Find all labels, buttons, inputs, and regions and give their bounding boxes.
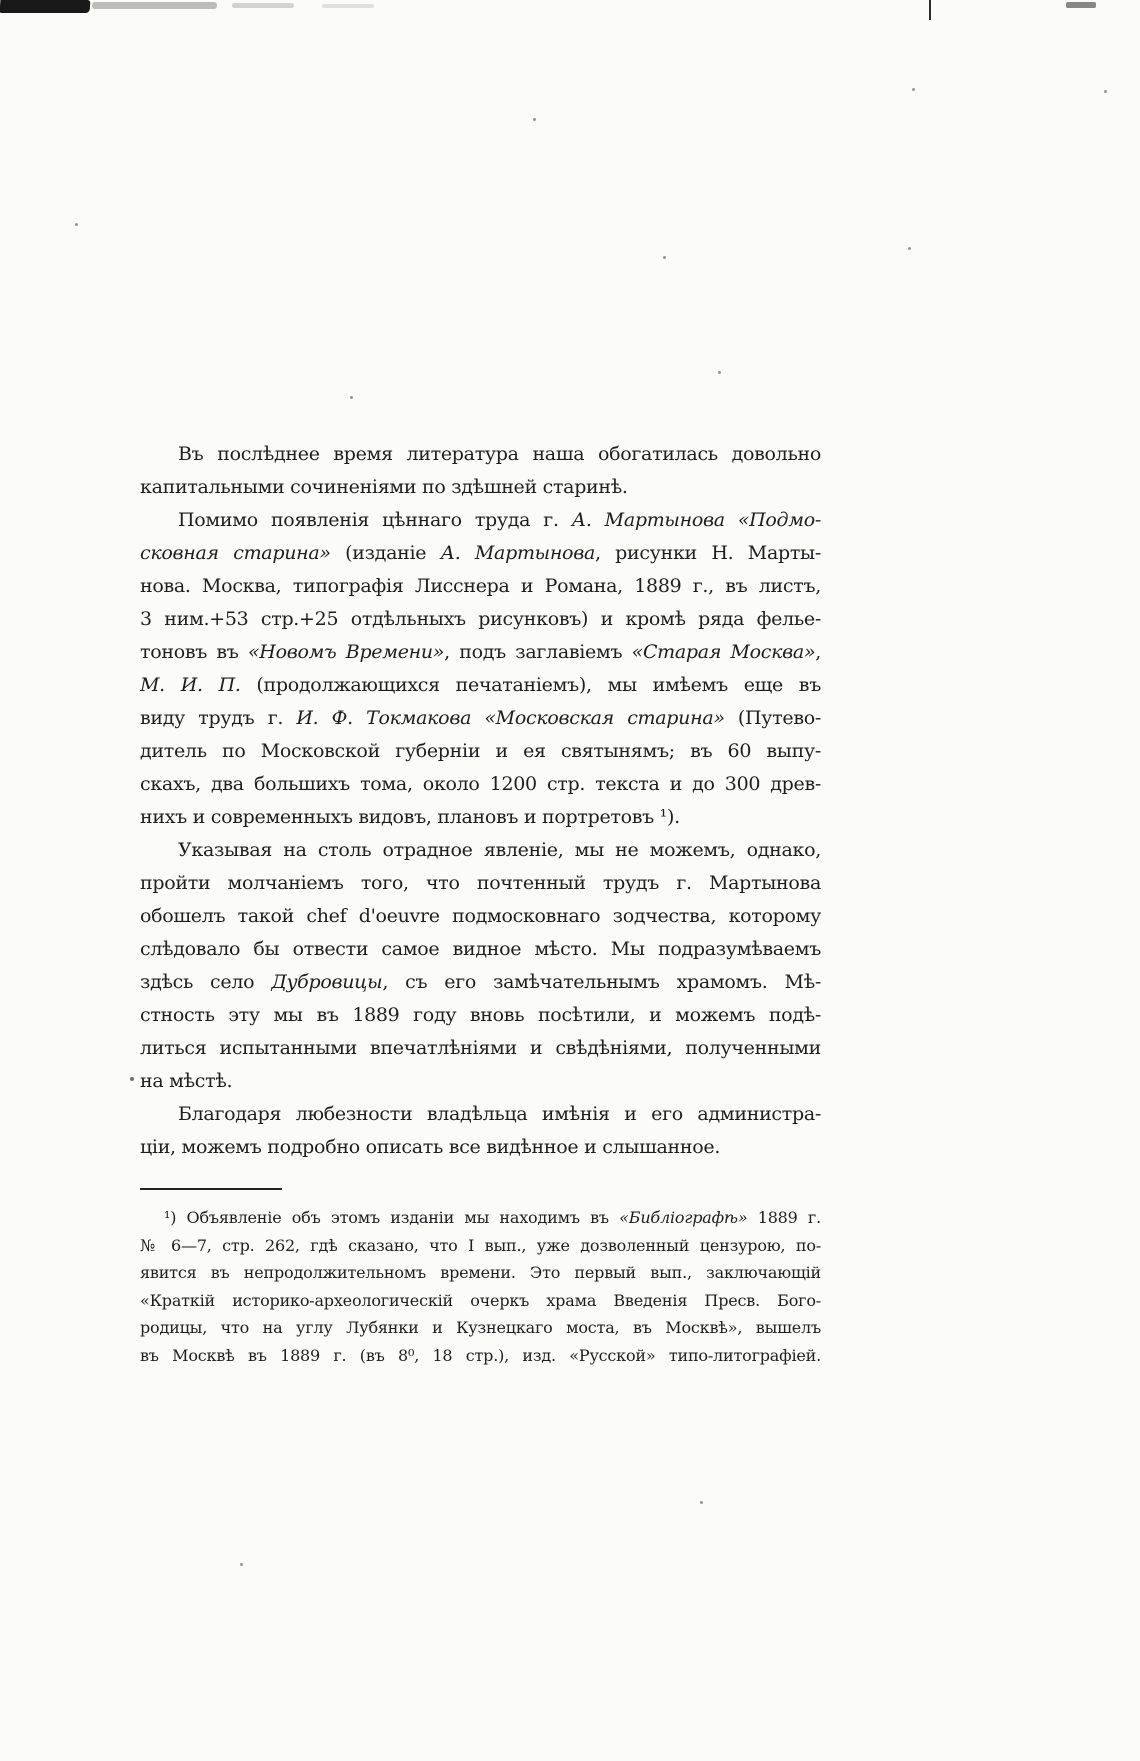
text-segment: пройти молчаніемъ того, что почтенный трудъ г. Мартынова: [140, 872, 821, 894]
text-segment: «Краткій историко-археологическій очеркъ храма Введенія Пресв. Бого-: [140, 1290, 821, 1310]
text-line: [140, 537, 821, 570]
italic-text-segment: А. Мартынова «Подмо-: [571, 509, 821, 531]
text-segment: литься испытанными впечатлѣніями и свѣдѣніями, полученными: [140, 1037, 821, 1059]
scan-speck: [912, 88, 915, 91]
text-segment: Благодаря любезности владѣльца имѣнія и его администра-: [178, 1103, 821, 1125]
text-segment: стность эту мы въ 1889 году вновь посѣтили, и можемъ подѣ-: [140, 1004, 821, 1026]
scan-speck: [1104, 90, 1107, 93]
text-line: [140, 504, 821, 537]
text-segment: 1889 г.: [747, 1208, 821, 1227]
main-text-block: [140, 438, 821, 1164]
scan-speck: [718, 371, 721, 374]
text-segment: , рисунки Н. Марты-: [594, 542, 821, 564]
text-line: [140, 1287, 821, 1315]
text-line: [140, 1131, 821, 1164]
text-line: [140, 1259, 821, 1287]
text-segment: , съ его замѣчательнымъ храмомъ. Мѣ-: [382, 971, 821, 993]
text-segment: Въ послѣднее время литература наша обогатилась довольно: [178, 443, 821, 465]
text-line: [140, 702, 821, 735]
text-line: [140, 636, 821, 669]
text-segment: (изданіе: [330, 542, 441, 564]
text-segment: (Путево-: [724, 707, 821, 729]
text-line: [140, 900, 821, 933]
scan-ink-blob: [0, 0, 90, 13]
text-line: [140, 966, 821, 999]
italic-text-segment: Дубровицы: [271, 971, 383, 993]
text-segment: Помимо появленія цѣннаго труда г.: [178, 509, 572, 531]
text-line: [140, 867, 821, 900]
text-line: [140, 471, 821, 504]
italic-text-segment: «Библіографѣ»: [619, 1208, 748, 1227]
text-line: [140, 801, 821, 834]
text-line: [140, 603, 821, 636]
scan-speck: [240, 1563, 243, 1566]
text-line: [140, 570, 821, 603]
scan-speck: [700, 1501, 703, 1504]
text-segment: Указывая на столь отрадное явленіе, мы не можемъ, однако,: [178, 839, 821, 861]
text-segment: № 6—7, стр. 262, гдѣ сказано, что I вып., уже дозволенный цензурою, по-: [140, 1235, 821, 1255]
footnote-block: [140, 1204, 821, 1369]
text-segment: родицы, что на углу Лубянки и Кузнецкаго моста, въ Москвѣ», вышелъ: [140, 1318, 821, 1337]
scan-speck: [663, 256, 666, 259]
text-line: [140, 1032, 821, 1065]
text-line: [140, 834, 821, 867]
text-line: [140, 735, 821, 768]
text-line: [140, 768, 821, 801]
scan-speck: [350, 396, 353, 399]
italic-text-segment: сковная старина»: [140, 542, 331, 564]
text-line: [140, 1098, 821, 1131]
text-segment: (продолжающихся печатаніемъ), мы имѣемъ еще въ: [240, 674, 821, 696]
text-segment: ціи, можемъ подробно описать все видѣнное и слышанное.: [140, 1136, 721, 1158]
italic-text-segment: А. Мартынова: [440, 542, 595, 564]
text-segment: нихъ и современныхъ видовъ, плановъ и портретовъ ¹).: [140, 806, 680, 828]
text-line: [140, 933, 821, 966]
text-segment: ,: [815, 641, 821, 663]
text-segment: виду трудъ г.: [140, 707, 297, 729]
text-segment: капитальными сочиненіями по здѣшней старинѣ.: [140, 476, 628, 498]
text-segment: , подъ заглавіемъ: [444, 641, 632, 663]
text-segment: обошелъ такой chef d'oeuvre подмосковнаго зодчества, которому: [140, 905, 821, 927]
scan-tick-mark: [929, 0, 931, 20]
text-line: [140, 999, 821, 1032]
text-segment: скахъ, два большихъ тома, около 1200 стр. текста и до 300 древ-: [140, 773, 821, 795]
italic-text-segment: И. Ф. Токмакова «Московская старина»: [296, 707, 725, 729]
text-line: [140, 669, 821, 702]
text-segment: явится въ непродолжительномъ времени. Это первый вып., заключающій: [140, 1263, 821, 1282]
text-line: [140, 1342, 821, 1370]
text-line: [140, 1232, 821, 1260]
text-line: [140, 1065, 821, 1098]
text-segment: на мѣстѣ.: [140, 1070, 233, 1092]
text-segment: нова. Москва, типографія Лисснера и Романа, 1889 г., въ листъ,: [140, 575, 821, 597]
text-segment: въ Москвѣ въ 1889 г. (въ 8⁰, 18 стр.), изд. «Русской» типо-литографіей.: [140, 1345, 821, 1365]
text-segment: тоновъ въ: [140, 641, 248, 663]
text-line: [140, 1314, 821, 1342]
scan-speck: [908, 247, 911, 250]
text-line: [140, 1204, 821, 1232]
text-segment: 3 ним.+53 стр.+25 отдѣльныхъ рисунковъ) и кромѣ ряда фелье-: [140, 608, 821, 630]
scan-dash-mark: [1066, 2, 1096, 8]
text-segment: слѣдовало бы отвести самое видное мѣсто. Мы подразумѣваемъ: [140, 938, 821, 960]
scan-speck: [75, 223, 78, 226]
footnote-rule: [140, 1188, 282, 1190]
text-segment: дитель по Московской губерніи и ея святынямъ; въ 60 выпу-: [140, 740, 821, 762]
italic-text-segment: «Новомъ Времени»: [247, 641, 445, 663]
scan-smudge: [322, 4, 374, 8]
italic-text-segment: М. И. П.: [140, 674, 241, 696]
text-line: [140, 438, 821, 471]
text-segment: ¹) Объявленіе объ этомъ изданіи мы находимъ въ: [164, 1208, 620, 1227]
text-segment: здѣсь село: [140, 971, 272, 993]
scan-speck: [533, 118, 536, 121]
scan-smudge: [232, 3, 294, 8]
italic-text-segment: «Старая Москва»: [631, 641, 816, 663]
scan-speck: [130, 1077, 134, 1081]
scan-smudge: [92, 2, 217, 9]
